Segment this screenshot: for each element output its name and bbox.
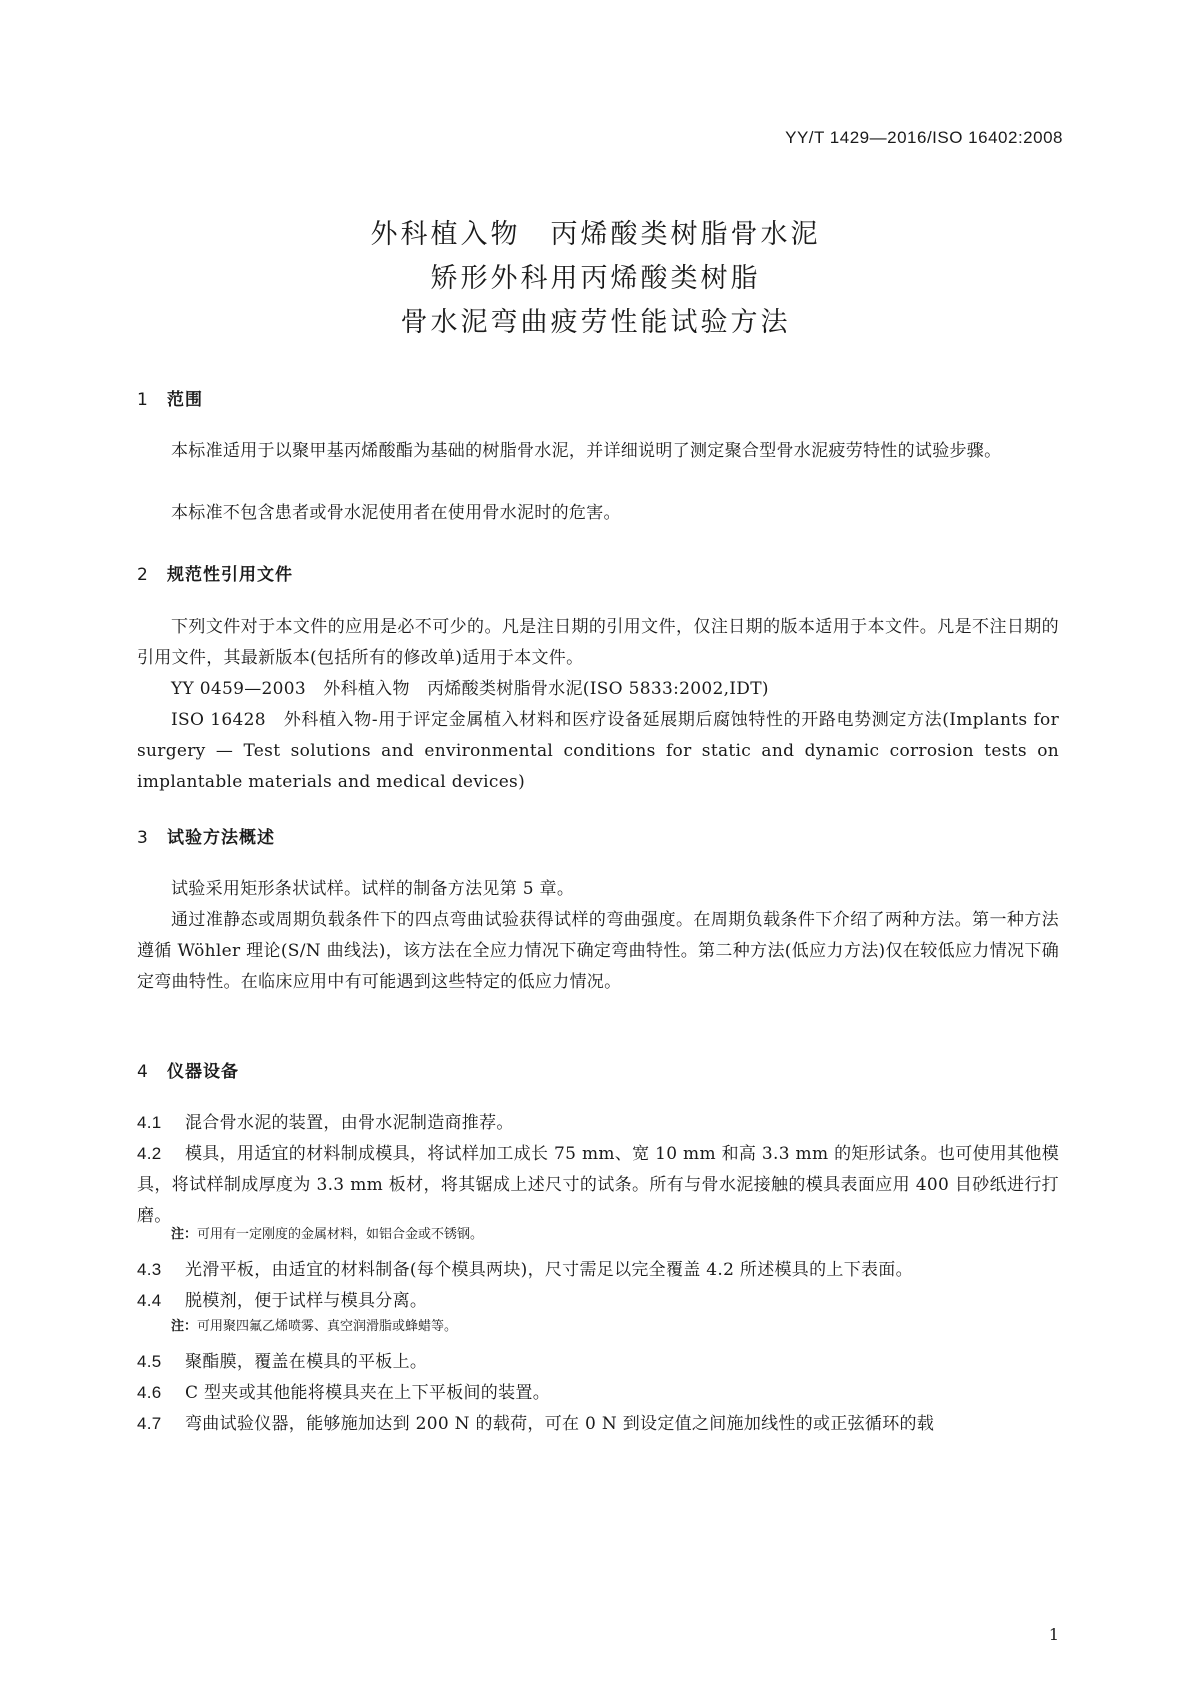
clause-number: 4.1 [137,1113,162,1132]
clause-number: 4.2 [137,1144,162,1163]
page-number: 1 [1048,1625,1059,1644]
note-4-4 [171,1317,457,1337]
clause-text: 模具，用适宜的材料制成模具，将试样加工成长 75 mm、宽 10 mm 和高 3.3 mm 的矩形试条。也可使用其他模具，将试样制成厚度为 3.3 mm 板材，将其锯成上述尺寸的试条。所有与骨水泥接触的模具表面应用 400 目砂纸进行打磨。 [137,1144,1059,1226]
note-text: 可用有一定刚度的金属材料，如铝合金或不锈钢。 [197,1227,484,1242]
section-2-paragraph-1: 下列文件对于本文件的应用是必不可少的。凡是注日期的引用文件，仅注日期的版本适用于本文件。凡是不注日期的引用文件，其最新版本(包括所有的修改单)适用于本文件。 [137,617,1059,668]
section-number: 4 [137,1062,149,1082]
section-3-paragraph-1: 试验采用矩形条状试样。试样的制备方法见第 5 章。 [171,879,575,899]
note-4-2 [171,1225,483,1245]
section-number: 1 [137,390,149,410]
clause-4-5 [137,1346,1059,1378]
title-line-3: 骨水泥弯曲疲劳性能试验方法 [400,307,791,338]
section-1-paragraph-2: 本标准不包含患者或骨水泥使用者在使用骨水泥时的危害。 [171,503,621,523]
clause-text: 光滑平板，由适宜的材料制备(每个模具两块)，尺寸需足以完全覆盖 4.2 所述模具的上下表面。 [185,1260,913,1280]
note-label: 注： [171,1319,198,1334]
clause-text: 脱模剂，便于试样与模具分离。 [185,1291,428,1311]
clause-text: 弯曲试验仪器，能够施加达到 200 N 的载荷，可在 0 N 到设定值之间施加线性的或正弦循环的载 [185,1414,935,1434]
section-4-heading [137,1057,239,1082]
note-text: 可用聚四氟乙烯喷雾、真空润滑脂或蜂蜡等。 [197,1319,458,1334]
clause-number: 4.7 [137,1414,162,1433]
clause-4-1 [137,1107,1059,1139]
clause-text: C 型夹或其他能将模具夹在上下平板间的装置。 [185,1383,551,1403]
clause-number: 4.4 [137,1291,162,1310]
section-1-heading [137,385,203,410]
section-title: 范围 [167,390,203,410]
clause-4-2 [137,1138,1059,1232]
section-1-paragraph-1: 本标准适用于以聚甲基丙烯酸酯为基础的树脂骨水泥，并详细说明了测定聚合型骨水泥疲劳特性的试验步骤。 [171,441,1002,461]
section-3-paragraph-2: 通过准静态或周期负载条件下的四点弯曲试验获得试样的弯曲强度。在周期负载条件下介绍了两种方法。第一种方法遵循 Wöhler 理论(S/N 曲线法)，该方法在全应力情况下确定弯曲特性。第二种方法(低应力方法)仅在较低应力情况下确定弯曲特性。在临床应用中有可能遇到这些特定的低应力情况。 [137,910,1059,992]
section-2-heading [137,560,293,585]
clause-number: 4.6 [137,1383,162,1402]
section-number: 3 [137,828,149,848]
clause-number: 4.5 [137,1352,162,1371]
section-title: 规范性引用文件 [167,565,293,585]
clause-text: 聚酯膜，覆盖在模具的平板上。 [185,1352,428,1372]
clause-number: 4.3 [137,1260,162,1279]
title-line-2: 矫形外科用丙烯酸类树脂 [430,263,761,294]
clause-text: 混合骨水泥的装置，由骨水泥制造商推荐。 [185,1113,514,1133]
clause-4-6 [137,1377,1059,1409]
section-2-reference-2: ISO 16428 外科植入物-用于评定金属植入材料和医疗设备延展期后腐蚀特性的开路电势测定方法(Implants for surgery — Test solutions and environmental conditions for static and dynamic corrosion tests on implantable materials and medical devices) [137,710,1059,792]
section-2-reference-1: YY 0459—2003 外科植入物 丙烯酸类树脂骨水泥(ISO 5833:2002,IDT) [171,679,769,699]
section-3-heading [137,823,275,848]
clause-4-3 [137,1254,1059,1286]
title-line-1: 外科植入物 丙烯酸类树脂骨水泥 [370,219,821,250]
note-label: 注： [171,1227,198,1242]
clause-4-7 [137,1408,1059,1440]
standard-code: YY/T 1429—2016/ISO 16402:2008 [785,128,1063,147]
clause-4-4 [137,1285,1059,1317]
section-number: 2 [137,565,149,585]
section-title: 仪器设备 [167,1062,239,1082]
section-title: 试验方法概述 [167,828,275,848]
